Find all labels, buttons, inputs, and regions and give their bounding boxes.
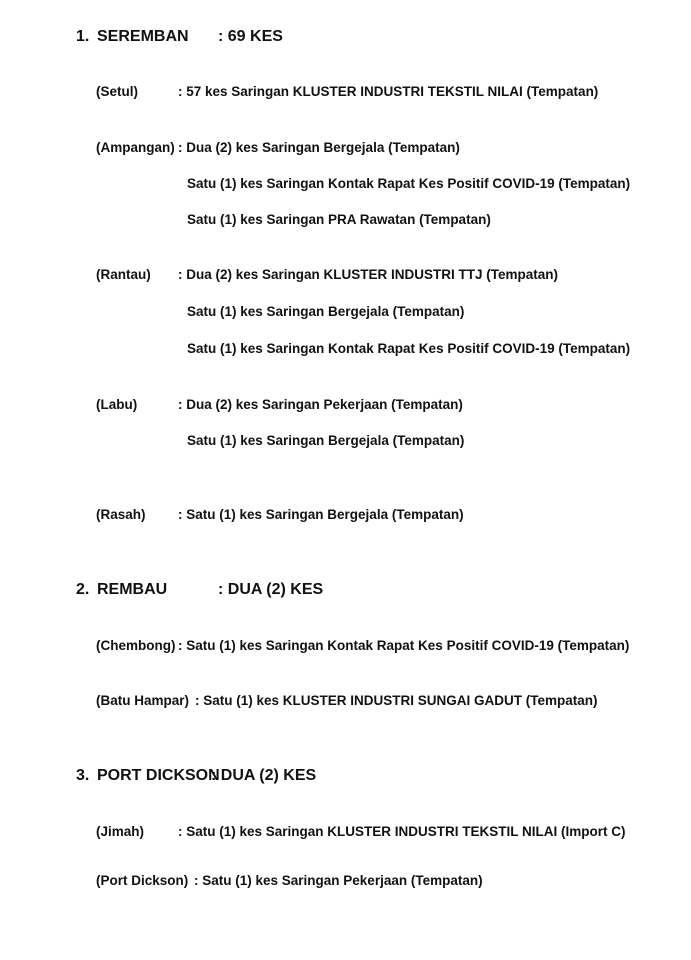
entry-location: (Chembong) [96,638,176,653]
section-case-count: : DUA (2) KES [218,581,324,598]
section-number: 3. [76,767,90,784]
entry-line: : Satu (1) kes Saringan Pekerjaan (Tempatan) [194,873,483,888]
entry-line: : Dua (2) kes Saringan KLUSTER INDUSTRI TTJ (Tempatan) [178,267,559,282]
section-case-count: : DUA (2) KES [211,767,317,784]
entry-location: (Setul) [96,84,138,99]
entry-line: : Dua (2) kes Saringan Bergejala (Tempatan) [178,140,460,155]
section-number: 1. [76,28,90,45]
entry-line: : Satu (1) kes Saringan KLUSTER INDUSTRI TEKSTIL NILAI (Import C) [178,824,626,839]
entry-line: : Satu (1) kes KLUSTER INDUSTRI SUNGAI GADUT (Tempatan) [195,693,598,708]
entry-location: (Batu Hampar) [96,693,190,708]
entry-line: : Satu (1) kes Saringan Kontak Rapat Kes Positif COVID-19 (Tempatan) [178,638,630,653]
section-district: REMBAU [97,581,168,598]
entry-line: Satu (1) kes Saringan Kontak Rapat Kes Positif COVID-19 (Tempatan) [187,176,631,191]
entry-location: (Rasah) [96,507,146,522]
entry-line: : Satu (1) kes Saringan Bergejala (Tempatan) [178,507,464,522]
entry-line: Satu (1) kes Saringan Bergejala (Tempatan) [187,433,465,448]
entry-line: Satu (1) kes Saringan Bergejala (Tempatan) [187,304,465,319]
section-number: 2. [76,581,90,598]
entry-line: : Dua (2) kes Saringan Pekerjaan (Tempatan) [178,397,463,412]
entry-location: (Labu) [96,397,138,412]
entry-line: Satu (1) kes Saringan PRA Rawatan (Tempatan) [187,212,491,227]
section-district: PORT DICKSON [97,767,220,784]
section-case-count: : 69 KES [218,28,283,45]
entry-location: (Port Dickson) [96,873,189,888]
entry-location: (Ampangan) [96,140,175,155]
entry-line: : 57 kes Saringan KLUSTER INDUSTRI TEKSTIL NILAI (Tempatan) [178,84,599,99]
entry-location: (Jimah) [96,824,145,839]
entry-location: (Rantau) [96,267,151,282]
section-district: SEREMBAN [97,28,189,45]
entry-line: Satu (1) kes Saringan Kontak Rapat Kes Positif COVID-19 (Tempatan) [187,341,631,356]
